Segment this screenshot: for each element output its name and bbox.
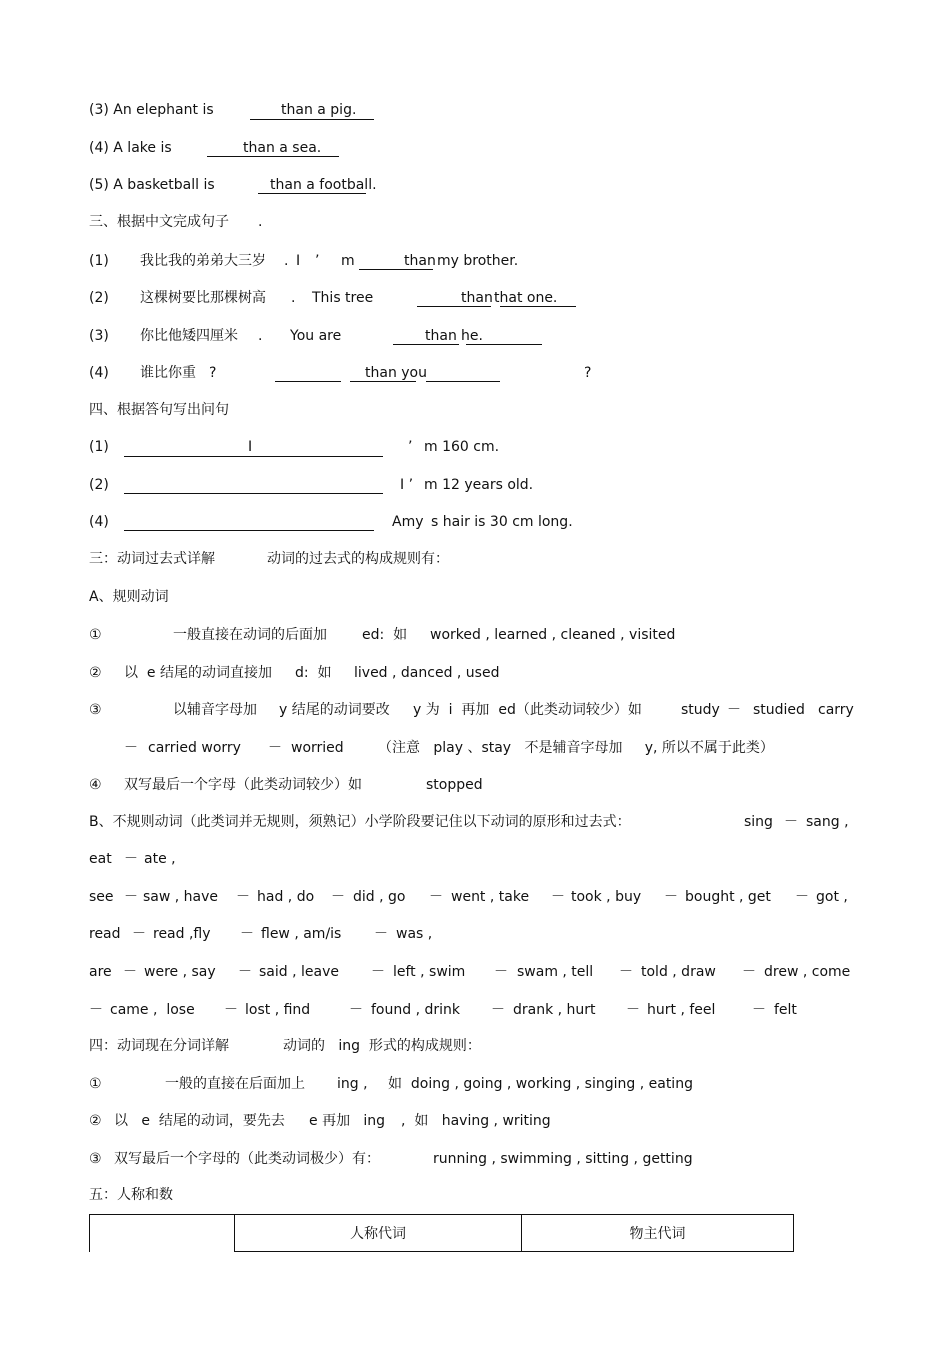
rule3-y2: y 为 i 再加 ed（此类动词较少）如 — [413, 702, 642, 718]
ex4-blank-1[interactable] — [124, 456, 383, 457]
verb-dash: － — [89, 1002, 103, 1018]
rule2-examples: lived , danced , used — [354, 665, 500, 681]
ex3-than-1: than — [404, 253, 436, 269]
verb-form: found , drink — [371, 1002, 460, 1018]
sec3-a-heading: A、规则动词 — [89, 589, 169, 605]
ex3-tail-1: my brother. — [437, 253, 519, 269]
ex4-ans-1a: ’ — [408, 439, 413, 455]
ex3-blank-4a[interactable] — [275, 381, 341, 382]
verb-form: did , go — [353, 889, 406, 905]
verb-form: swam , tell — [517, 964, 594, 980]
sec5-heading: 五：人称和数 — [89, 1187, 173, 1203]
ex3-q-4: ? — [209, 365, 217, 381]
rule1-text: 一般直接在动词的后面加 — [173, 627, 327, 643]
rule1-ed: ed: 如 — [362, 627, 408, 643]
ing-rule1-mark: ① — [89, 1076, 102, 1092]
q3-label: (3) An elephant is — [89, 102, 214, 118]
verb-form: got , — [816, 889, 848, 905]
ing-rule2-examples: , 如 having , writing — [401, 1113, 551, 1129]
verb-dash: － — [238, 964, 252, 980]
ex3-num-2: (2) — [89, 290, 109, 306]
ex3-tail-2: that one. — [494, 290, 558, 306]
verb-dash: － — [491, 1002, 505, 1018]
ex3-en-3: You are — [290, 328, 342, 344]
rule3b-ex1: carried worry — [148, 740, 241, 756]
verb-dash: － — [784, 814, 798, 830]
ex4-letter-1: I — [248, 439, 253, 455]
sec3-b-heading: B、不规则动词（此类词并无规则，须熟记）小学阶段要记住以下动词的原形和过去式： — [89, 814, 631, 830]
verb-form: were , say — [144, 964, 216, 980]
verb-form: felt — [774, 1002, 797, 1018]
ex4-ans-4a: Amy — [392, 514, 424, 530]
rule4-mark: ④ — [89, 777, 102, 793]
sec3-heading2: 动词的过去式的构成规则有： — [267, 551, 449, 567]
verb-form: took , buy — [571, 889, 642, 905]
verb-dash: － — [626, 1002, 640, 1018]
rule3b-dash: － — [124, 740, 138, 756]
ex3-heading-dot: . — [258, 214, 263, 230]
ing-rule2-text: 以 e 结尾的动词，要先去 — [114, 1113, 285, 1129]
verb-form: went , take — [451, 889, 530, 905]
ex4-ans-2b: m 12 years old. — [424, 477, 534, 493]
rule1-examples: worked , learned , cleaned , visited — [430, 627, 676, 643]
q5-label: (5) A basketball is — [89, 177, 215, 193]
table-header-possessive-pronoun: 物主代词 — [521, 1214, 794, 1252]
ex3-blank-4c[interactable] — [426, 381, 500, 382]
rule3-y: y 结尾的动词要改 — [279, 702, 390, 718]
ex4-num-4: (4) — [89, 514, 109, 530]
verb-dash: － — [374, 926, 388, 942]
ex4-blank-2[interactable] — [124, 493, 383, 494]
ex3-than-2: than — [461, 290, 493, 306]
rule3b-note: （注意 play 、stay 不是辅音字母加 y, 所以不属于此类） — [378, 740, 774, 756]
verb-dash: － — [371, 964, 385, 980]
verb-dash: － — [795, 889, 809, 905]
ex4-ans-2a: I ’ — [400, 477, 414, 493]
verb-form: drank , hurt — [513, 1002, 596, 1018]
verb-form: read — [89, 926, 121, 942]
verb-dash: － — [551, 889, 565, 905]
rule1-mark: ① — [89, 627, 102, 643]
ex3-heading: 三、根据中文完成句子 — [89, 214, 229, 230]
table-header-empty — [89, 1214, 235, 1252]
rule3-mark: ③ — [89, 702, 102, 718]
q3-tail: than a pig. — [281, 102, 357, 118]
pronoun-table — [89, 1214, 794, 1252]
ex3-cn-3: 你比他矮四厘米 — [140, 328, 238, 344]
ex4-heading: 四、根据答句写出问句 — [89, 402, 229, 418]
rule2-d: d: 如 — [295, 665, 332, 681]
verb-sang: sang , — [806, 814, 849, 830]
ing-rule3-mark: ③ — [89, 1151, 102, 1167]
ex3-dot-3: . — [258, 328, 263, 344]
verb-dash: － — [664, 889, 678, 905]
ex3-dot-1: . — [284, 253, 289, 269]
verb-form: flew , am/is — [261, 926, 342, 942]
verb-dash: － — [619, 964, 633, 980]
verb-form: lost , find — [245, 1002, 311, 1018]
ing-rule1-examples: 如 doing , going , working , singing , eating — [388, 1076, 693, 1092]
verb-dash: － — [124, 889, 138, 905]
ex3-num-1: (1) — [89, 253, 109, 269]
ex3-num-3: (3) — [89, 328, 109, 344]
ex4-ans-1b: m 160 cm. — [424, 439, 500, 455]
verb-form: was , — [396, 926, 433, 942]
ex3-en-1a: I — [296, 253, 301, 269]
verb-dash: － — [124, 851, 138, 867]
ing-rule1-text: 一般的直接在后面加上 — [165, 1076, 305, 1092]
verb-dash: － — [429, 889, 443, 905]
sec4-heading2: 动词的 ing 形式的构成规则： — [283, 1038, 481, 1054]
ing-rule2-e: e 再加 ing — [309, 1113, 386, 1129]
verb-form: read ,fly — [153, 926, 211, 942]
verb-dash: － — [240, 926, 254, 942]
rule3-dash1: － — [727, 702, 741, 718]
q4-label: (4) A lake is — [89, 140, 172, 156]
verb-sing: sing — [744, 814, 773, 830]
ex3-tail-3: he. — [461, 328, 483, 344]
verb-form: see — [89, 889, 114, 905]
verb-dash: － — [224, 1002, 238, 1018]
q3-blank[interactable] — [250, 119, 374, 120]
rule3-text: 以辅音字母加 — [173, 702, 257, 718]
verb-dash: － — [123, 964, 137, 980]
verb-dash: － — [494, 964, 508, 980]
ex4-num-1: (1) — [89, 439, 109, 455]
rule4-text: 双写最后一个字母（此类动词较少）如 — [124, 777, 362, 793]
ing-rule3-examples: running , swimming , sitting , getting — [433, 1151, 693, 1167]
verb-form: saw , have — [143, 889, 219, 905]
table-header-personal-pronoun: 人称代词 — [234, 1214, 522, 1252]
verb-dash: － — [349, 1002, 363, 1018]
verb-form: ate , — [144, 851, 176, 867]
verb-dash: － — [331, 889, 345, 905]
ex3-cn-4: 谁比你重 — [140, 365, 196, 381]
ex3-cn-1: 我比我的弟弟大三岁 — [140, 253, 266, 269]
verb-form: came , lose — [110, 1002, 195, 1018]
rule4-example: stopped — [426, 777, 483, 793]
ex3-num-4: (4) — [89, 365, 109, 381]
ex3-mid-4: than you — [365, 365, 427, 381]
verb-form: eat — [89, 851, 112, 867]
verb-form: drew , come — [764, 964, 851, 980]
ex3-endq-4: ? — [584, 365, 592, 381]
ex3-en-1c: m — [341, 253, 355, 269]
rule3b-dash2: － — [268, 740, 282, 756]
rule3b-ex2: worried — [291, 740, 344, 756]
ing-rule3-text: 双写最后一个字母的（此类动词极少）有： — [114, 1151, 380, 1167]
sec3-heading: 三：动词过去式详解 — [89, 551, 215, 567]
ex3-cn-2: 这棵树要比那棵树高 — [140, 290, 266, 306]
rule3-ex3: carry — [818, 702, 854, 718]
q5-tail: than a football. — [270, 177, 377, 193]
verb-dash: － — [742, 964, 756, 980]
ex3-dot-2: . — [291, 290, 296, 306]
ex3-en-1b: ’ — [315, 253, 320, 269]
ing-rule2-mark: ② — [89, 1113, 102, 1129]
ing-rule1-ing: ing , — [337, 1076, 368, 1092]
ex4-blank-4[interactable] — [124, 530, 374, 531]
rule3-ex2: studied — [753, 702, 805, 718]
verb-form: left , swim — [393, 964, 466, 980]
ex3-en-2: This tree — [312, 290, 374, 306]
verb-form: told , draw — [641, 964, 716, 980]
verb-dash: － — [236, 889, 250, 905]
verb-dash: － — [752, 1002, 766, 1018]
rule2-text: 以 e 结尾的动词直接加 — [124, 665, 272, 681]
q4-tail: than a sea. — [243, 140, 322, 156]
ex3-than-3: than — [425, 328, 457, 344]
verb-form: said , leave — [259, 964, 339, 980]
rule3-ex1: study — [681, 702, 720, 718]
verb-form: had , do — [257, 889, 315, 905]
verb-form: bought , get — [685, 889, 771, 905]
verb-dash: － — [132, 926, 146, 942]
verb-form: are — [89, 964, 112, 980]
sec4-heading: 四：动词现在分词详解 — [89, 1038, 229, 1054]
ex4-num-2: (2) — [89, 477, 109, 493]
verb-form: hurt , feel — [647, 1002, 716, 1018]
rule2-mark: ② — [89, 665, 102, 681]
ex4-ans-4b: s hair is 30 cm long. — [431, 514, 573, 530]
